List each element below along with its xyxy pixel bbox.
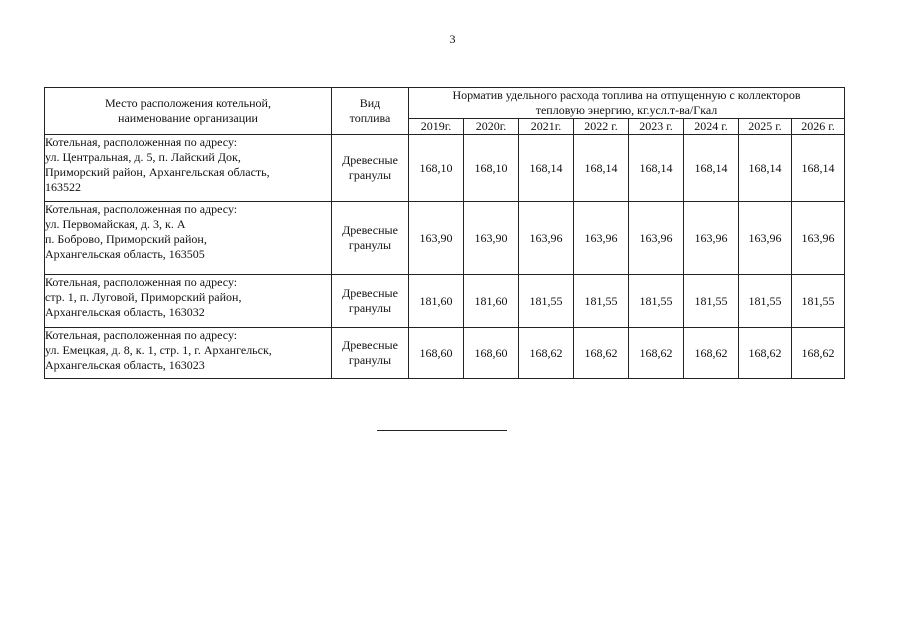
norm-value: 163,96 [792, 202, 845, 275]
norm-value: 163,96 [684, 202, 739, 275]
norm-value: 168,62 [574, 328, 629, 379]
norm-value: 163,90 [409, 202, 464, 275]
fuel-type: Древесные гранулы [332, 275, 409, 328]
norm-value: 181,55 [739, 275, 792, 328]
norm-value: 168,14 [792, 135, 845, 202]
norm-value: 168,62 [684, 328, 739, 379]
norm-value: 168,14 [739, 135, 792, 202]
year-header: 2024 г. [684, 119, 739, 135]
table-row [45, 135, 845, 202]
norm-value: 168,62 [792, 328, 845, 379]
table-row [45, 328, 845, 379]
norm-value: 168,62 [519, 328, 574, 379]
end-of-document-rule [377, 430, 507, 431]
table-row [45, 202, 845, 275]
norm-value: 168,62 [739, 328, 792, 379]
header-place: Место расположения котельной, наименование организации [45, 88, 332, 135]
norm-value: 163,90 [464, 202, 519, 275]
fuel-type: Древесные гранулы [332, 328, 409, 379]
norm-value: 181,55 [684, 275, 739, 328]
norm-value: 168,10 [409, 135, 464, 202]
norm-value: 168,14 [629, 135, 684, 202]
year-header: 2019г. [409, 119, 464, 135]
norm-value: 168,10 [464, 135, 519, 202]
table-row [45, 275, 845, 328]
year-header: 2022 г. [574, 119, 629, 135]
header-row [45, 88, 845, 119]
norm-value: 168,14 [574, 135, 629, 202]
header-norm: Норматив удельного расхода топлива на отпущенную с коллекторов тепловую энергию, кг.усл.т-ва/Гкал [409, 88, 845, 119]
year-header: 2026 г. [792, 119, 845, 135]
norm-value: 163,96 [574, 202, 629, 275]
norm-value: 181,55 [792, 275, 845, 328]
page-number: 3 [449, 32, 456, 46]
norm-value: 181,55 [629, 275, 684, 328]
fuel-norms-table [44, 87, 845, 379]
fuel-type: Древесные гранулы [332, 202, 409, 275]
norm-value: 168,14 [684, 135, 739, 202]
norm-value: 163,96 [739, 202, 792, 275]
boiler-location: Котельная, расположенная по адресу: ул. Центральная, д. 5, п. Лайский Док, Приморский район, Архангельская область, 163522 [45, 135, 332, 202]
norm-value: 168,62 [629, 328, 684, 379]
norm-value: 181,55 [519, 275, 574, 328]
norm-value: 181,55 [574, 275, 629, 328]
boiler-location: Котельная, расположенная по адресу: ул. Емецкая, д. 8, к. 1, стр. 1, г. Архангельск, Архангельская область, 163023 [45, 328, 332, 379]
norm-value: 168,60 [409, 328, 464, 379]
header-fuel-type: Вид топлива [332, 88, 409, 135]
norm-value: 163,96 [629, 202, 684, 275]
year-header: 2021г. [519, 119, 574, 135]
fuel-type: Древесные гранулы [332, 135, 409, 202]
boiler-location: Котельная, расположенная по адресу: стр. 1, п. Луговой, Приморский район, Архангельская область, 163032 [45, 275, 332, 328]
year-header: 2025 г. [739, 119, 792, 135]
norm-value: 168,60 [464, 328, 519, 379]
norm-value: 163,96 [519, 202, 574, 275]
norm-value: 168,14 [519, 135, 574, 202]
boiler-location: Котельная, расположенная по адресу: ул. Первомайская, д. 3, к. А п. Боброво, Приморский район, Архангельская область, 163505 [45, 202, 332, 275]
norm-value: 181,60 [409, 275, 464, 328]
year-header: 2020г. [464, 119, 519, 135]
norm-value: 181,60 [464, 275, 519, 328]
year-header: 2023 г. [629, 119, 684, 135]
